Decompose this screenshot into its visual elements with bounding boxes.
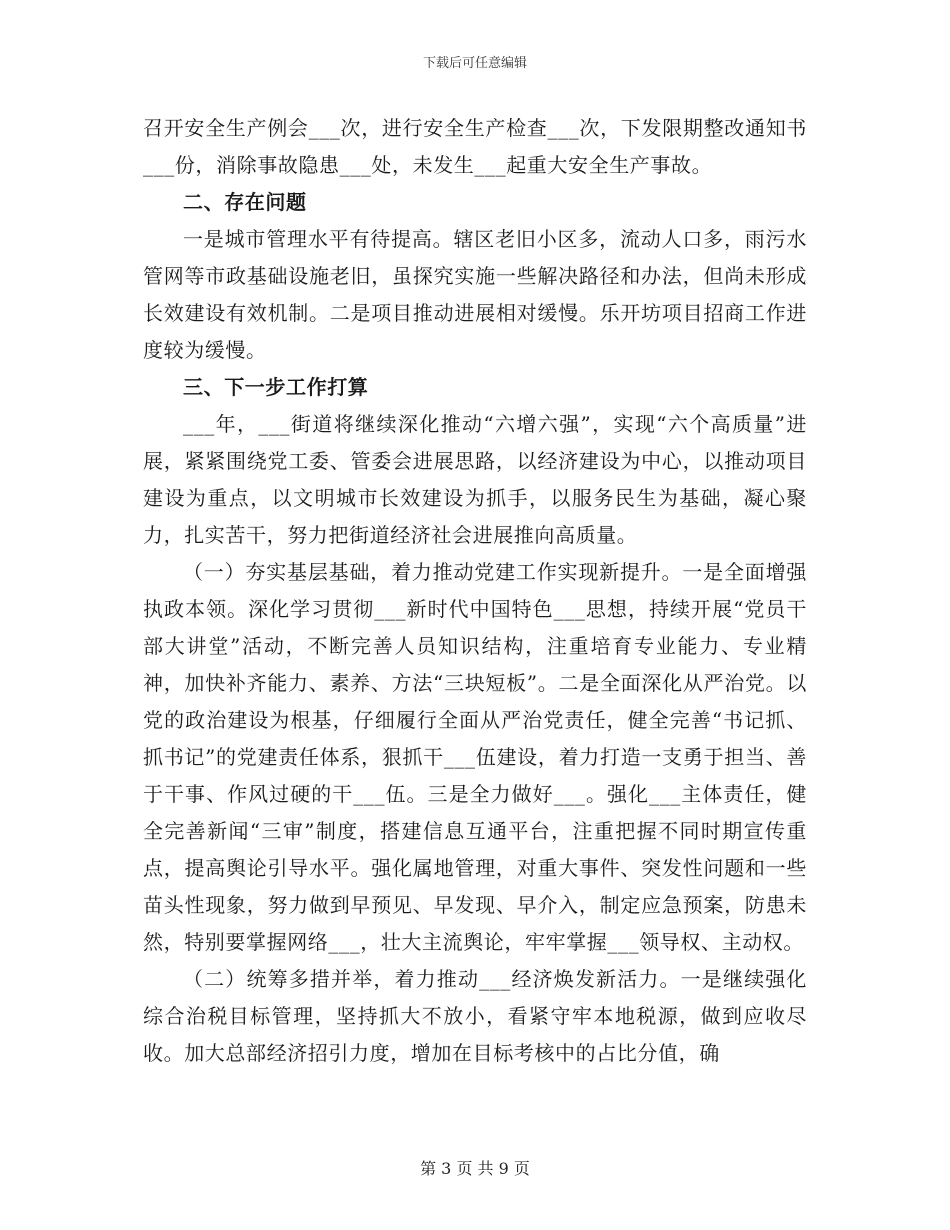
section-heading-next-steps: 三、下一步工作打算 bbox=[183, 375, 369, 399]
section-heading-problems: 二、存在问题 bbox=[183, 190, 307, 214]
page-header-note: 下载后可任意编辑 bbox=[422, 56, 527, 71]
paragraph-economy: （二）统筹多措并举，着力推动___经济焕发新活力。一是继续强化综合治税目标管理，坚持抓大不放小，看紧守牢本地税源，做到应收尽收。加大总部经济招引力度，增加在目标考核中的占比分值，确 bbox=[143, 967, 807, 1065]
paragraph-safety-stats: 召开安全生产例会___次，进行安全生产检查___次，下发限期整改通知书___份，消除事故隐患___处，未发生___起重大安全生产事故。 bbox=[143, 116, 807, 177]
paragraph-problems: 一是城市管理水平有待提高。辖区老旧小区多，流动人口多，雨污水管网等市政基础设施老旧，虽探究实施一些解决路径和办法，但尚未形成长效建设有效机制。二是项目推动进展相对缓慢。乐开坊项目招商工作进度较为缓慢。 bbox=[143, 227, 807, 362]
paragraph-next-year-plan: ___年，___街道将继续深化推动“六增六强”，实现“六个高质量”进展，紧紧围绕党工委、管委会进展思路，以经济建设为中心，以推动项目建设为重点，以文明城市长效建设为抓手，以服务民生为基础，凝心聚力，扎实苦干，努力把街道经济社会进展推向高质量。 bbox=[143, 412, 807, 547]
page-number-footer: 第 3 页 共 9 页 bbox=[420, 1159, 530, 1178]
paragraph-party-building: （一）夯实基层基础，着力推动党建工作实现新提升。一是全面增强执政本领。深化学习贯彻___新时代中国特色___思想，持续开展“党员干部大讲堂”活动，不断完善人员知识结构，注重培育专业能力、专业精神，加快补齐能力、素养、方法“三块短板”。二是全面深化从严治党。以党的政治建设为根基，仔细履行全面从严治党责任，健全完善“书记抓、抓书记”的党建责任体系，狠抓干___伍建设，着力打造一支勇于担当、善于干事、作风过硬的干___伍。三是全力做好___。强化___主体责任，健全完善新闻“三审”制度，搭建信息互通平台，注重把握不同时期宣传重点，提高舆论引导水平。强化属地管理，对重大事件、突发性问题和一些苗头性现象，努力做到早预见、早发现、早介入，制定应急预案，防患未然，特别要掌握网络___，壮大主流舆论，牢牢掌握___领导权、主动权。 bbox=[143, 560, 807, 954]
document-body bbox=[143, 110, 807, 1072]
